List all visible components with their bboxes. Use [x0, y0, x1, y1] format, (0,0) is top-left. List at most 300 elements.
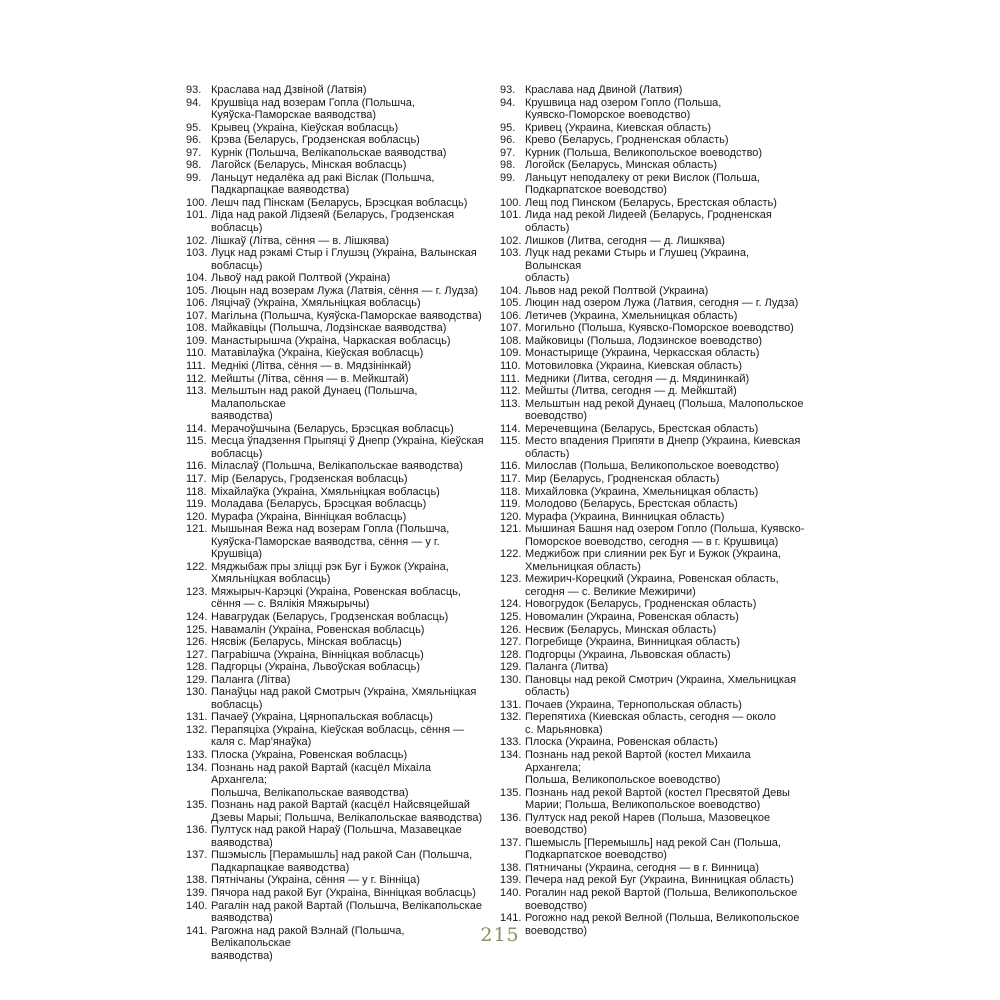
item-text: [525, 285, 805, 298]
item-number: 119.: [500, 498, 521, 511]
list-item: [186, 498, 486, 511]
item-number: 102.: [500, 234, 522, 247]
list-item: [186, 624, 486, 637]
item-text: [211, 197, 486, 210]
list-item: [186, 435, 486, 460]
item-text: [211, 887, 486, 900]
list-item: [186, 373, 486, 386]
page-number: 215: [480, 924, 520, 946]
item-number: 103.: [186, 247, 208, 260]
item-number: 141.: [500, 912, 522, 925]
item-text-line: Рогалин над рекой Вартой (Польша, Великопольское: [525, 887, 798, 899]
item-text-line: Падгорцы (Украіна, Львоўская вобласць): [211, 661, 421, 674]
item-number: 99.: [186, 171, 202, 184]
item-text-line: Мельштын над ракой Дунаец (Польшча, Малапольскае: [211, 385, 418, 410]
list-item: [500, 874, 805, 887]
item-text-line: Луцк над реками Стырь и Глушец (Украина, Волынская: [525, 247, 749, 272]
list-item: [186, 799, 486, 824]
item-text-line: вобласць): [211, 222, 263, 235]
list-item: [186, 649, 486, 662]
item-text: [211, 523, 486, 561]
item-number: 95.: [500, 121, 516, 134]
list-item: [186, 473, 486, 486]
item-text: [525, 598, 805, 611]
item-number: 117.: [500, 472, 521, 485]
item-text-line: вобласць): [211, 698, 263, 711]
item-text-line: вобласць): [211, 259, 263, 272]
item-number: 119.: [186, 498, 207, 511]
item-number: 105.: [500, 297, 522, 310]
item-text-line: Лагойск (Беларусь, Мінская вобласць): [211, 159, 407, 172]
item-number: 140.: [186, 899, 208, 912]
list-item: [500, 322, 805, 335]
item-number: 103.: [500, 247, 522, 260]
list-item: [186, 661, 486, 674]
item-text-line: Нясвіж (Беларусь, Мінская вобласць): [211, 636, 402, 649]
item-text-line: Погребище (Украина, Винницкая область): [525, 636, 740, 649]
item-text: [525, 435, 805, 460]
list-item: [500, 636, 805, 649]
item-number: 115.: [186, 435, 207, 448]
item-number: 118.: [500, 485, 521, 498]
item-text: [211, 360, 486, 373]
item-text-line: Мышиная Башня над озером Гопло (Польша, Куявско-: [525, 523, 805, 536]
item-number: 131.: [186, 711, 208, 724]
list-item: [186, 84, 486, 97]
item-text-line: Пшэмысль [Перамышль] над ракой Сан (Польшча,: [211, 849, 473, 862]
item-number: 128.: [500, 648, 522, 661]
item-text: [525, 486, 805, 499]
item-number: 127.: [186, 648, 208, 661]
list-item: [500, 197, 805, 210]
list-item: [186, 423, 486, 436]
item-number: 113.: [186, 385, 207, 398]
item-text: [211, 335, 486, 348]
item-text-line: область): [525, 272, 570, 285]
item-text-line: Пагрabішча (Украіна, Вінніцкая вобласць): [211, 648, 424, 661]
item-text-line: Перапяціха (Украіна, Кіеўская вобласць, сёння —: [211, 723, 465, 736]
item-text-line: Меднікі (Літва, сёння — в. Мядзінінкай): [211, 360, 412, 373]
item-number: 122.: [500, 548, 522, 561]
list-item: [500, 498, 805, 511]
item-text-line: Моладава (Беларусь, Брэсцкая вобласць): [211, 498, 427, 511]
item-text-line: Поморское воеводство, сегодня — в г. Крушвица): [525, 535, 779, 548]
list-item: [186, 297, 486, 310]
item-text-line: Подгорцы (Украина, Львовская область): [525, 648, 731, 661]
item-number: 97.: [500, 146, 516, 159]
list-item: [500, 247, 805, 285]
item-number: 96.: [500, 134, 516, 147]
list-item: [500, 598, 805, 611]
list-item: [186, 147, 486, 160]
item-text-line: воеводство): [525, 824, 588, 837]
item-text: [211, 749, 486, 762]
item-text: [525, 398, 805, 423]
item-text: [211, 272, 486, 285]
item-text: [211, 649, 486, 662]
list-item: [186, 335, 486, 348]
list-item: [186, 636, 486, 649]
list-item: [500, 423, 805, 436]
item-text: [525, 837, 805, 862]
item-number: 118.: [186, 485, 207, 498]
item-text-line: Краслава над Двиной (Латвия): [525, 84, 683, 96]
item-text-line: Паланга (Литва): [525, 661, 609, 674]
item-text: [211, 561, 486, 586]
item-text-line: Пятнічаны (Украіна, сёння — у г. Вінніца): [211, 874, 420, 887]
item-text-line: Куяўска-Паморскае ваяводства): [211, 109, 377, 122]
item-text-line: Несвиж (Беларусь, Минская область): [525, 623, 717, 636]
item-text-line: Перепятиха (Киевская область, сегодня — около: [525, 711, 776, 724]
item-number: 132.: [500, 711, 522, 724]
list-item: [500, 523, 805, 548]
item-text-line: Меджибож при слиянии рек Буг и Бужок (Украина,: [525, 548, 781, 561]
item-text-line: Мышыная Вежа над возерам Гопла (Польшча,: [211, 523, 450, 536]
item-text-line: Львоў над ракой Полтвой (Украіна): [211, 272, 391, 285]
item-text: [525, 385, 805, 398]
list-item: [186, 209, 486, 234]
item-text: [211, 900, 486, 925]
item-text: [525, 636, 805, 649]
item-text: [525, 573, 805, 598]
item-number: 101.: [500, 209, 522, 222]
list-item: [500, 147, 805, 160]
list-item: [500, 699, 805, 712]
list-item: [500, 862, 805, 875]
item-text: [525, 360, 805, 373]
item-number: 135.: [500, 786, 522, 799]
item-text-line: Познань над рекой Вартой (костел Михаила Архангела;: [525, 748, 751, 774]
item-text: [211, 172, 486, 197]
item-text: [525, 787, 805, 812]
item-number: 94.: [500, 96, 516, 109]
item-text-line: Міхайлаўка (Украіна, Хмяльніцкая вобласць): [211, 485, 440, 498]
item-text-line: воеводство): [525, 899, 588, 912]
item-number: 100.: [500, 196, 522, 209]
item-number: 123.: [500, 573, 522, 586]
item-number: 110.: [186, 347, 207, 360]
item-text: [525, 122, 805, 135]
item-text-line: Падкарпацкае ваяводства): [211, 861, 350, 874]
item-number: 134.: [500, 748, 522, 761]
item-text-line: Куяўска-Паморскае ваяводства, сёння — у г. Крушвіца): [211, 535, 440, 561]
list-item: [186, 385, 486, 423]
item-text-line: Мельштын над рекой Дунаец (Польша, Малопольское: [525, 397, 804, 410]
item-text: [211, 824, 486, 849]
item-number: 115.: [500, 435, 521, 448]
item-number: 112.: [500, 385, 521, 398]
list-item: [186, 122, 486, 135]
item-text-line: Михайловка (Украина, Хмельницкая область): [525, 485, 759, 498]
item-text-line: Ланьцут недалёка ад ракі Віслак (Польшча,: [211, 171, 435, 184]
item-number: 131.: [500, 698, 522, 711]
item-number: 126.: [500, 623, 522, 636]
item-text-line: Летичев (Украина, Хмельницкая область): [525, 309, 738, 322]
item-text: [525, 423, 805, 436]
item-text: [525, 624, 805, 637]
item-text-line: ваяводства): [211, 410, 273, 423]
item-text-line: Месца ўпадзення Прыпяці ў Днепр (Украіна, Кіеўская: [211, 435, 484, 448]
list-item: [186, 711, 486, 724]
item-text: [211, 874, 486, 887]
item-number: 94.: [186, 96, 202, 109]
list-item: [186, 360, 486, 373]
item-number: 97.: [186, 146, 202, 159]
item-number: 140.: [500, 887, 522, 899]
item-number: 114.: [186, 422, 207, 435]
item-text-line: Пятничаны (Украина, сегодня — в г. Винница): [525, 861, 760, 874]
item-text-line: Лішкаў (Літва, сёння — в. Лішкява): [211, 234, 390, 247]
item-number: 104.: [500, 284, 522, 297]
item-text: [525, 373, 805, 386]
item-text: [525, 473, 805, 486]
list-item: [500, 661, 805, 674]
item-number: 116.: [500, 460, 521, 473]
item-text: [525, 661, 805, 674]
item-number: 99.: [500, 171, 516, 184]
item-number: 101.: [186, 209, 208, 222]
item-text: [211, 586, 486, 611]
list-item: [500, 887, 805, 912]
item-number: 114.: [500, 422, 521, 435]
item-text-line: Рогожно над рекой Велной (Польша, Великопольское: [525, 912, 800, 925]
item-text-line: Ліда над ракой Лідзеяй (Беларусь, Гродзенская: [211, 209, 455, 222]
item-text: [525, 511, 805, 524]
right-column-russian: [500, 84, 805, 937]
item-text: [211, 122, 486, 135]
item-text: [211, 762, 486, 800]
item-text-line: Крушвица над озером Гопло (Польша,: [525, 96, 722, 109]
item-text-line: Польша, Великопольское воеводство): [525, 774, 721, 787]
item-text: [211, 147, 486, 160]
list-item: [500, 548, 805, 573]
item-number: 125.: [186, 623, 208, 636]
item-text: [211, 347, 486, 360]
list-item: [186, 235, 486, 248]
list-item: [186, 849, 486, 874]
item-number: 95.: [186, 121, 202, 134]
item-number: 133.: [500, 736, 522, 749]
item-number: 128.: [186, 661, 208, 674]
item-text: [211, 373, 486, 386]
item-number: 136.: [186, 824, 208, 837]
left-column-belarusian: [186, 84, 486, 962]
list-item: [500, 837, 805, 862]
item-text-line: Манастырышча (Украіна, Чаркаская вобласць): [211, 334, 451, 347]
item-text-line: Мерачоўшчына (Беларусь, Брэсцкая вобласць): [211, 422, 454, 435]
item-number: 96.: [186, 134, 202, 147]
item-text-line: ваяводства): [211, 836, 273, 849]
item-text-line: Куявско-Поморское воеводство): [525, 109, 691, 122]
list-item: [186, 310, 486, 323]
item-text-line: Панаўцы над ракой Смотрыч (Украіна, Хмяльніцкая: [211, 686, 477, 699]
list-item: [500, 209, 805, 234]
item-text-line: область): [525, 222, 570, 235]
list-item: [500, 373, 805, 386]
item-text: [525, 84, 805, 97]
item-text: [525, 498, 805, 511]
item-number: 125.: [500, 610, 522, 623]
list-item: [500, 84, 805, 97]
item-text: [525, 134, 805, 147]
list-item: [500, 611, 805, 624]
item-text-line: Польшча, Велікапольскае ваяводства): [211, 786, 409, 799]
item-text-line: Майковицы (Польша, Лодзинское воеводство): [525, 334, 763, 347]
list-item: [186, 285, 486, 298]
item-text: [211, 423, 486, 436]
item-number: 106.: [186, 297, 208, 310]
item-text: [525, 649, 805, 662]
item-text-line: Хмельницкая область): [525, 560, 641, 573]
list-item: [186, 460, 486, 473]
list-item: [186, 511, 486, 524]
item-text-line: Печера над рекой Буг (Украина, Винницкая область): [525, 874, 794, 887]
item-text-line: с. Марьяновка): [525, 723, 603, 736]
list-item: [186, 586, 486, 611]
item-text-line: Мотовиловка (Украина, Киевская область): [525, 360, 743, 373]
list-item: [500, 573, 805, 598]
item-number: 120.: [186, 510, 208, 523]
list-item: [186, 272, 486, 285]
item-text-line: Падкарпацкае ваяводства): [211, 184, 350, 197]
list-item: [500, 486, 805, 499]
item-number: 130.: [500, 673, 522, 686]
item-text-line: Матавілаўка (Украіна, Кіеўская вобласць): [211, 347, 424, 360]
list-item: [500, 624, 805, 637]
item-text-line: Межирич-Корецкий (Украина, Ровенская область,: [525, 573, 779, 586]
item-text-line: Курник (Польша, Великопольское воеводство): [525, 146, 763, 159]
item-text: [211, 611, 486, 624]
item-number: 122.: [186, 560, 208, 573]
item-text-line: Ляцічаў (Украіна, Хмяльніцкая вобласць): [211, 297, 421, 310]
item-number: 121.: [186, 523, 208, 536]
list-item: [186, 159, 486, 172]
item-text: [211, 686, 486, 711]
item-text: [211, 285, 486, 298]
item-text-line: Курнік (Польшча, Велікапольскае ваяводства): [211, 146, 447, 159]
item-number: 112.: [186, 372, 207, 385]
item-number: 121.: [500, 523, 522, 536]
list-item: [500, 787, 805, 812]
item-text-line: Крэва (Беларусь, Гродзенская вобласць): [211, 134, 420, 147]
item-text-line: Луцк над рэкамі Стыр і Глушэц (Украіна, Валынская: [211, 247, 477, 260]
item-text-line: Кривец (Украина, Киевская область): [525, 121, 711, 134]
item-text-line: Подкарпатское воеводство): [525, 184, 667, 197]
item-text-line: Ланьцут неподалеку от реки Вислок (Польша,: [525, 171, 760, 184]
item-number: 139.: [500, 874, 522, 887]
item-text: [525, 523, 805, 548]
item-text-line: Плоска (Украіна, Ровенская вобласць): [211, 748, 408, 761]
item-number: 136.: [500, 811, 522, 824]
item-number: 105.: [186, 284, 208, 297]
item-text-line: вобласць): [211, 447, 263, 460]
item-text-line: Мяжырыч-Карэцкі (Украіна, Ровенская вобласць,: [211, 585, 461, 598]
item-text-line: Познань над ракой Вартай (касцёл Міхаіла Архангела;: [211, 761, 432, 787]
item-text-line: Могильно (Польша, Куявско-Поморское воеводство): [525, 322, 794, 335]
item-text-line: Мяджыбаж пры зліцці рэк Буг і Бужок (Украіна,: [211, 560, 449, 573]
item-text-line: Крывец (Украіна, Кіеўская вобласць): [211, 121, 399, 134]
item-text-line: Крево (Беларусь, Гродненская область): [525, 134, 729, 147]
item-text: [211, 661, 486, 674]
item-text: [211, 209, 486, 234]
item-text: [525, 347, 805, 360]
item-text-line: Навагрудак (Беларусь, Гродзенская вобласць): [211, 610, 449, 623]
item-text-line: Пултуск над ракой Нараў (Польшча, Мазавецкае: [211, 824, 462, 837]
item-text-line: ваяводства): [211, 949, 273, 962]
list-item: [500, 335, 805, 348]
item-text-line: Мурафа (Украіна, Вінніцкая вобласць): [211, 510, 407, 523]
item-text-line: Молодово (Беларусь, Брестская область): [525, 498, 738, 511]
item-text-line: Медники (Литва, сегодня — д. Мядининкай): [525, 372, 750, 385]
item-number: 106.: [500, 309, 522, 322]
item-text: [525, 197, 805, 210]
item-text: [211, 385, 486, 423]
item-text-line: Майкавіцы (Польшча, Лодзінскае ваяводства): [211, 322, 447, 335]
item-number: 98.: [500, 159, 516, 172]
list-item: [186, 900, 486, 925]
item-text: [525, 460, 805, 473]
list-item: [500, 172, 805, 197]
item-number: 110.: [500, 360, 521, 373]
item-text-line: Паланга (Літва): [211, 673, 291, 686]
item-text: [525, 548, 805, 573]
list-item: [186, 887, 486, 900]
item-text-line: Познань над рекой Вартой (костел Пресвятой Девы: [525, 786, 790, 799]
item-text-line: Лида над рекой Лидеей (Беларусь, Гродненская: [525, 209, 772, 222]
item-number: 107.: [186, 309, 208, 322]
item-text-line: Рагалін над ракой Вартай (Польшча, Велікапольскае: [211, 899, 482, 912]
item-text-line: Пшемысль [Перемышль] над рекой Сан (Польша,: [525, 836, 781, 849]
item-text-line: Пячора над ракой Буг (Украіна, Вінніцкая вобласць): [211, 887, 476, 899]
item-number: 137.: [186, 849, 208, 862]
item-text-line: Познань над ракой Вартай (касцёл Найсвяцейшай: [211, 799, 470, 812]
item-text: [211, 724, 486, 749]
item-text: [525, 209, 805, 234]
item-number: 98.: [186, 159, 202, 172]
list-item: [186, 561, 486, 586]
item-text-line: Мір (Беларусь, Гродзенская вобласць): [211, 472, 408, 485]
list-item: [186, 197, 486, 210]
list-item: [186, 686, 486, 711]
item-text: [211, 297, 486, 310]
item-text: [211, 624, 486, 637]
list-item: [500, 511, 805, 524]
item-text: [211, 134, 486, 147]
list-item: [186, 97, 486, 122]
item-number: 126.: [186, 636, 208, 649]
item-text: [525, 147, 805, 160]
item-text-line: Подкарпатское воеводство): [525, 849, 667, 862]
list-item: [500, 285, 805, 298]
list-item: [500, 674, 805, 699]
item-number: 138.: [500, 861, 522, 874]
item-text-line: область): [525, 447, 570, 460]
item-text: [525, 862, 805, 875]
item-text: [211, 674, 486, 687]
item-text: [525, 310, 805, 323]
item-text: [211, 84, 486, 97]
item-text: [211, 97, 486, 122]
item-number: 123.: [186, 585, 208, 598]
item-text: [211, 849, 486, 874]
item-number: 117.: [186, 472, 207, 485]
item-text-line: Мейшты (Літва, сёння — в. Мейкштай): [211, 372, 409, 385]
item-text-line: Почаев (Украина, Тернопольская область): [525, 698, 742, 711]
list-item: [500, 235, 805, 248]
item-text: [525, 711, 805, 736]
item-number: 134.: [186, 761, 208, 774]
item-text: [211, 235, 486, 248]
